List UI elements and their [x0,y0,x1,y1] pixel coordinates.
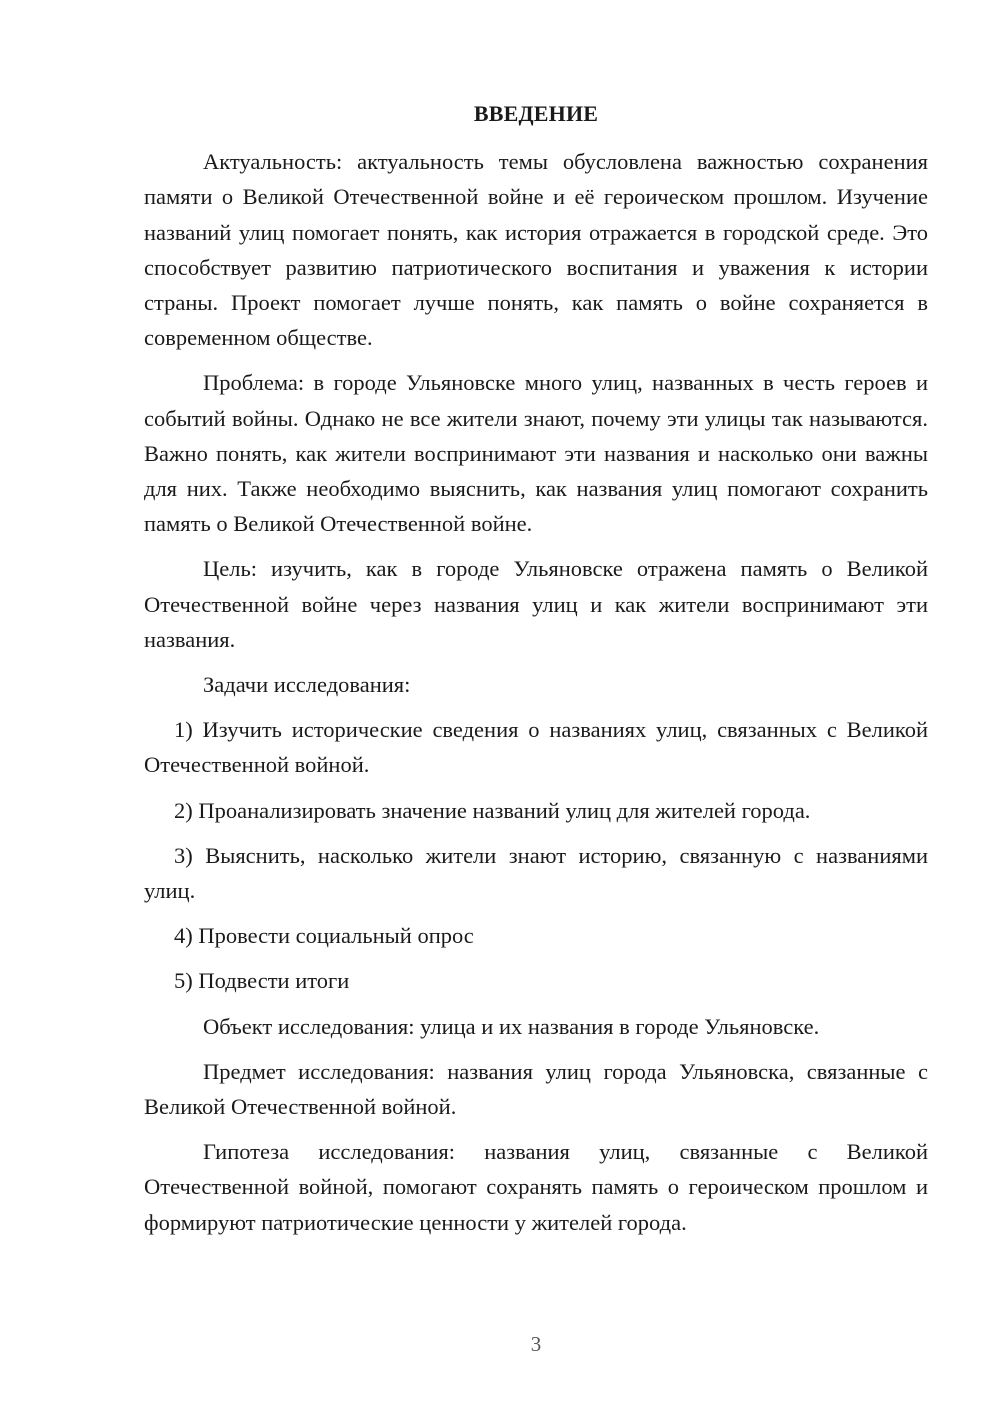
page-title: ВВЕДЕНИЕ [473,101,599,126]
object-paragraph: Объект исследования: улица и их названия в городе Ульяновске. [203,1013,820,1039]
tasks-heading: Задачи исследования: [203,672,411,698]
task-item-5: 5) Подвести итоги [174,968,350,994]
task-item-2: 2) Проанализировать значение названий улиц для жителей города. [174,797,811,823]
goal-paragraph: Цель: изучить, как в городе Ульяновске отражена память о Великой Отечественной войне через названия улиц и как жители воспринимают эти названия. [144,556,928,652]
relevance-paragraph: Актуальность: актуальность темы обусловлена важностью сохранения памяти о Великой Отечественной войне и её героическом прошлом. Изучение названий улиц помогает понять, как история отражается в городской среде. Это способствует развитию патриотического воспитания и уважения к истории страны. Проект помогает лучше понять, как память о войне сохраняется в современном обществе. [144,149,928,351]
hypothesis-paragraph: Гипотеза исследования: названия улиц, связанные с Великой Отечественной войной, помогают сохранять память о героическом прошлом и формируют патриотические ценности у жителей города. [144,1139,928,1235]
task-item-1: 1) Изучить исторические сведения о названиях улиц, связанных с Великой Отечественной войной. [144,717,928,778]
task-item-3: 3) Выяснить, насколько жители знают историю, связанную с названиями улиц. [144,842,928,904]
subject-paragraph: Предмет исследования: названия улиц города Ульяновска, связанные с Великой Отечественной войной. [144,1058,928,1120]
page-number: 3 [530,1332,542,1356]
problem-paragraph: Проблема: в городе Ульяновске много улиц, названных в честь героев и событий войны. Однако не все жители знают, почему эти улицы так называются. Важно понять, как жители воспринимают эти названия и насколько они важны для них. Также необходимо выяснить, как названия улиц помогают сохранить память о Великой Отечественной войне. [144,370,928,537]
task-item-4: 4) Провести социальный опрос [174,923,474,949]
page-content [144,96,928,1250]
